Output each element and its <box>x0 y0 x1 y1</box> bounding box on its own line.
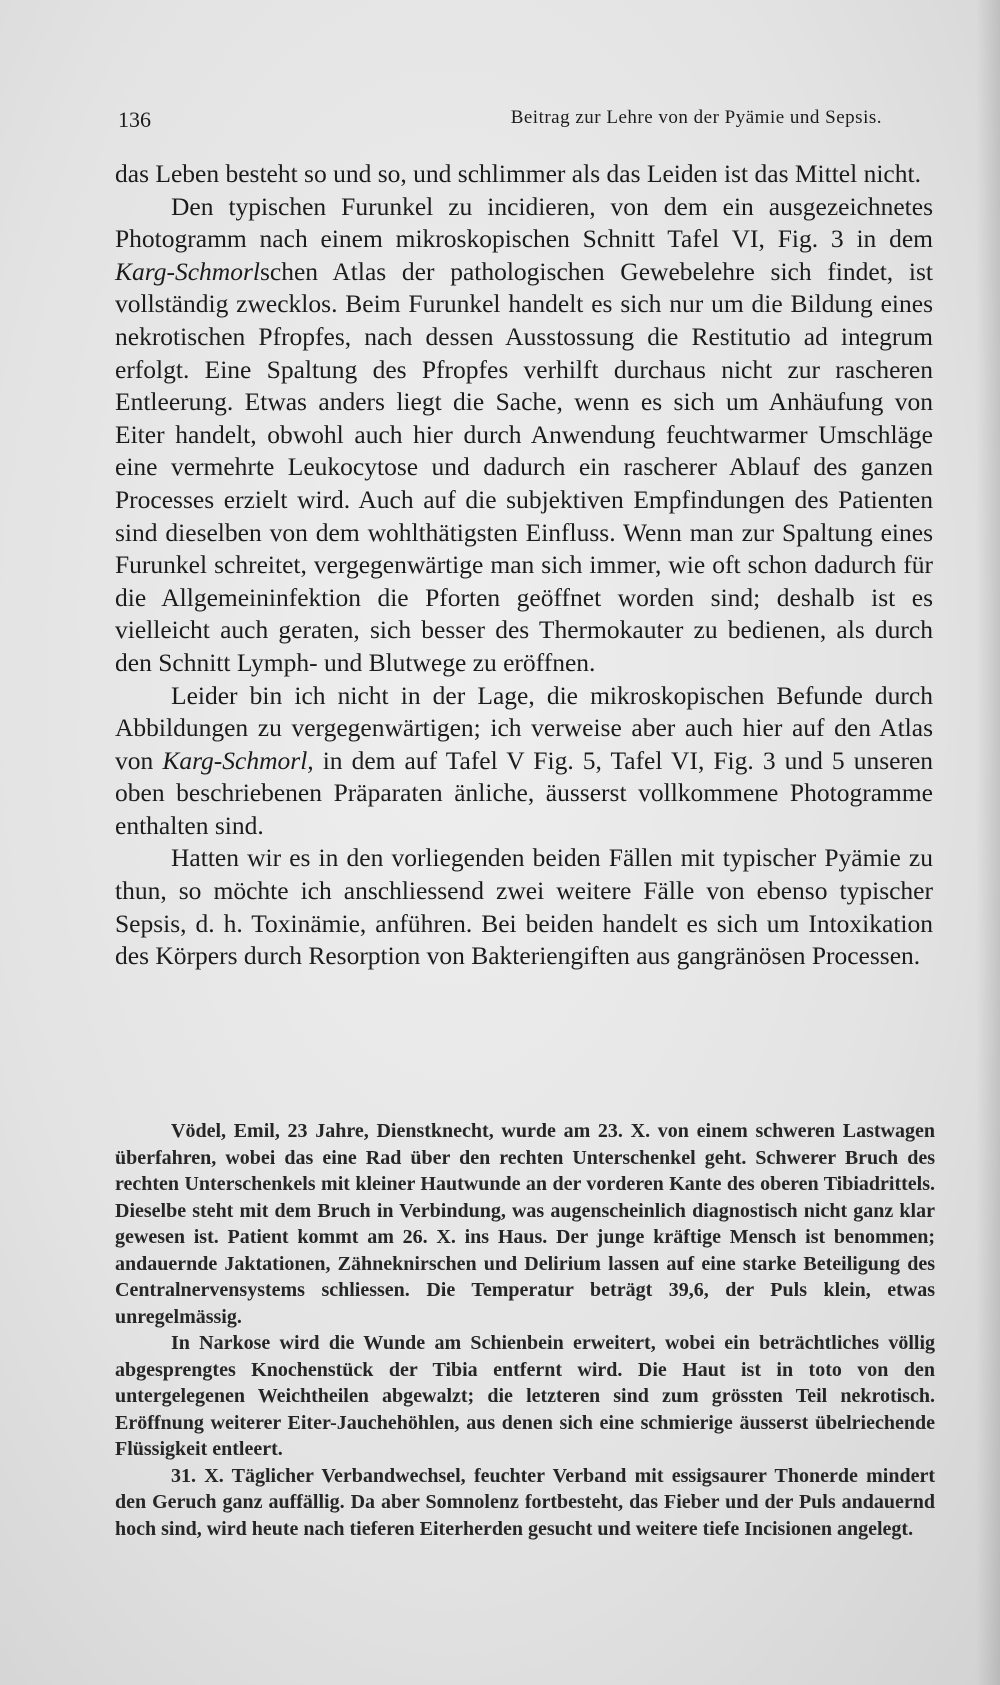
paragraph-2-text-a: Den typischen Furunkel zu incidieren, von dem ein ausgezeichnetes Photogramm nach einem mikroskopischen Schnitt Tafel VI, Fig. 3 in dem <box>115 191 933 254</box>
paragraph-2 <box>115 191 933 680</box>
case-paragraph-1: Vödel, Emil, 23 Jahre, Dienstknecht, wurde am 23. X. von einem schweren Lastwagen überfahren, wobei das eine Rad über den rechten Unterschenkel geht. Schwerer Bruch des rechten Unterschenkels mit kleiner Hautwunde an der vorderen Kante des oberen Tibiadrittels. Dieselbe steht mit dem Bruch in Verbindung, was augenscheinlich diagnostisch nicht ganz klar gewesen ist. Patient kommt am 26. X. ins Haus. Der junge kräftige Mensch ist benommen; andauernde Jaktationen, Zähneknirschen und Delirium lassen auf eine starke Beteiligung des Centralnervensystems schliessen. Die Temperatur beträgt 39,6, der Puls klein, etwas unregelmässig. <box>115 1120 935 1328</box>
main-text <box>115 158 933 973</box>
paragraph-2-text-b: schen Atlas der pathologischen Gewebelehre sich findet, ist vollständig zwecklos. Beim Furunkel handelt es sich nur um die Bildung eines nekrotischen Pfropfes, nach dessen Ausstossung die Restitutio ad integrum erfolgt. Eine Spaltung des Pfropfes verhilft durchaus nicht zur rascheren Entleerung. Etwas anders liegt die Sache, wenn es sich um Anhäufung von Eiter handelt, obwohl auch hier durch Anwendung feuchtwarmer Umschläge eine vermehrte Leukocytose und dadurch ein rascherer Ablauf des ganzen Processes erzielt wird. Auch auf die subjektiven Empfindungen des Patienten sind dieselben von dem wohlthätigsten Einfluss. Wenn man zur Spaltung eines Furunkel schreitet, vergegenwärtige man sich immer, wie oft schon dadurch für die Allgemeininfektion die Pforten geöffnet worden sind; deshalb ist es vielleicht auch geraten, sich besser des Thermokauter zu bedienen, als durch den Schnitt Lymph- und Blutwege zu eröffnen. <box>115 256 933 677</box>
page-number: 136 <box>118 107 151 132</box>
case-paragraph-3: 31. X. Täglicher Verbandwechsel, feuchter Verband mit essigsaurer Thonerde mindert den Geruch ganz auffällig. Da aber Somnolenz fortbesteht, das Fieber und der Puls andauernd hoch sind, wird heute nach tieferen Eiterherden gesucht und weitere tiefe Incisionen angelegt. <box>115 1464 935 1540</box>
paragraph-3-text-a: Leider bin ich nicht in der Lage, die mikroskopischen Befunde durch Abbildungen zu vergegenwärtigen; ich verweise aber auch hier auf den Atlas von <box>115 680 933 775</box>
atlas-author-emphasis: Karg-Schmorl, <box>162 745 314 775</box>
paragraph-4: Hatten wir es in den vorliegenden beiden Fällen mit typischer Pyämie zu thun, so möchte ich anschliessend zwei weitere Fälle von ebenso typischer Sepsis, d. h. Toxinämie, anführen. Bei beiden handelt es sich um Intoxikation des Körpers durch Resorption von Bakteriengiften aus gangränösen Processen. <box>115 843 933 971</box>
case-paragraph-2: In Narkose wird die Wunde am Schienbein erweitert, wobei ein beträchtliches völlig abgesprengtes Knochenstück der Tibia entfernt wird. Die Haut ist in toto von den untergelegenen Weichtheilen abgewalzt; die letzteren sind zum grössten Teil nekrotisch. Eröffnung weiterer Eiter-Jauchehöhlen, aus denen sich eine schmierige äusserst übelriechende Flüssigkeit entleert. <box>115 1332 935 1460</box>
paragraph-1: das Leben besteht so und so, und schlimmer als das Leiden ist das Mittel nicht. <box>115 159 921 188</box>
paragraph-3-text-b: in dem auf Tafel V Fig. 5, Tafel VI, Fig. 3 und 5 unseren oben beschriebenen Präparaten änliche, äusserst vollkommene Photogramme enthalten sind. <box>115 745 934 840</box>
paragraph-3 <box>115 680 933 843</box>
case-report <box>115 1118 935 1542</box>
running-title: Beitrag zur Lehre von der Pyämie und Sepsis. <box>510 107 882 128</box>
author-name-emphasis: Karg-Schmorl <box>115 256 260 286</box>
running-head <box>118 107 882 137</box>
page-edge-shadow <box>976 0 1000 1685</box>
